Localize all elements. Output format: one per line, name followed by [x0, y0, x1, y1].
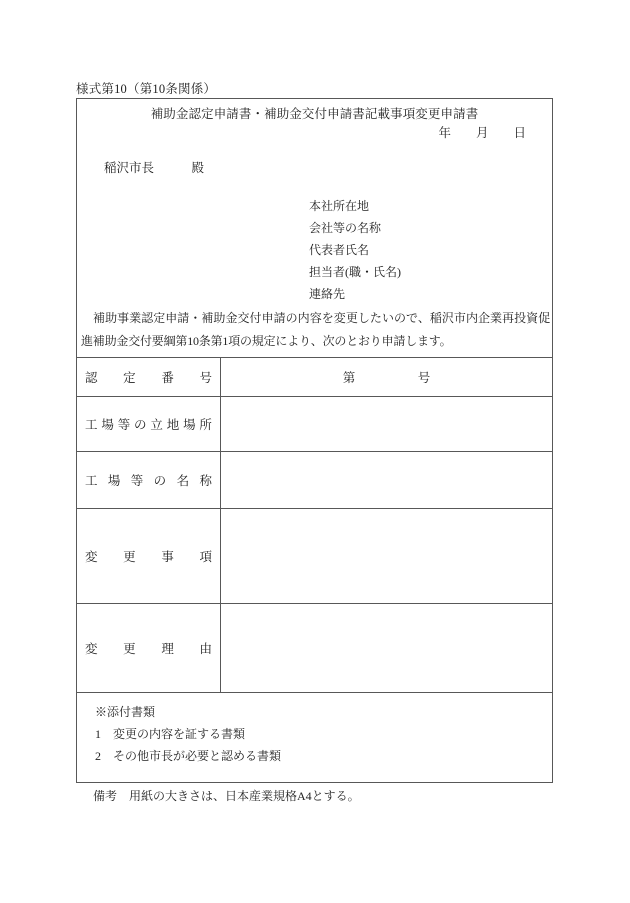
table-label-cell: [77, 604, 221, 692]
table-row-certification-number: [77, 357, 552, 396]
table-label-cell: [77, 509, 221, 603]
application-form-box: [76, 98, 553, 783]
applicant-info-block: [309, 195, 401, 305]
table-row-label: 認 定 番 号: [85, 371, 212, 385]
field-contact-person: 担当者(職・氏名): [309, 265, 401, 279]
table-cell-factory-location: [221, 397, 552, 451]
table-label-cell: [77, 397, 221, 451]
attachment-item-1: 1 変更の内容を証する書類: [95, 727, 246, 741]
table-row-label: 工 場 等 の 名 称: [85, 474, 212, 488]
table-label-cell: [77, 358, 221, 396]
attachments-section: [77, 692, 552, 782]
table-row-change-reason: [77, 603, 552, 692]
table-row-label: 工 場 等 の 立 地 場 所: [85, 418, 212, 432]
body-paragraph: 補助事業認定申請・補助金交付申請の内容を変更したいので、稲沢市内企業再投資促進補助金交付要綱第10条第1項の規定により、次のとおり申請します。: [81, 311, 550, 348]
field-company-name: 会社等の名称: [309, 221, 382, 235]
table-cell-change-items: [221, 509, 552, 603]
table-row-change-items: [77, 508, 552, 603]
table-row-factory-location: [77, 396, 552, 451]
field-representative-name: 代表者氏名: [309, 243, 370, 257]
table-row-factory-name: [77, 451, 552, 508]
addressee-mayor: 稲沢市長 殿: [104, 161, 205, 175]
date-line: 年 月 日: [438, 126, 526, 140]
paper-size-note: 備考 用紙の大きさは、日本産業規格A4とする。: [93, 789, 360, 803]
table-row-label: 変 更 事 項: [85, 550, 212, 564]
table-row-label: 変 更 理 由: [85, 642, 212, 656]
table-label-cell: [77, 452, 221, 508]
table-cell-factory-name: [221, 452, 552, 508]
form-number: 様式第10（第10条関係）: [76, 82, 217, 96]
table-cell-change-reason: [221, 604, 552, 692]
field-contact-info: 連絡先: [309, 287, 346, 301]
form-table: [77, 357, 552, 782]
field-head-office-address: 本社所在地: [309, 199, 370, 213]
attachment-item-2: 2 その他市長が必要と認める書類: [95, 749, 282, 763]
document-title: 補助金認定申請書・補助金交付申請書記載事項変更申請書: [150, 107, 479, 121]
table-cell-certification-number: 第 号: [342, 371, 431, 385]
attachments-heading: ※添付書類: [95, 705, 156, 719]
